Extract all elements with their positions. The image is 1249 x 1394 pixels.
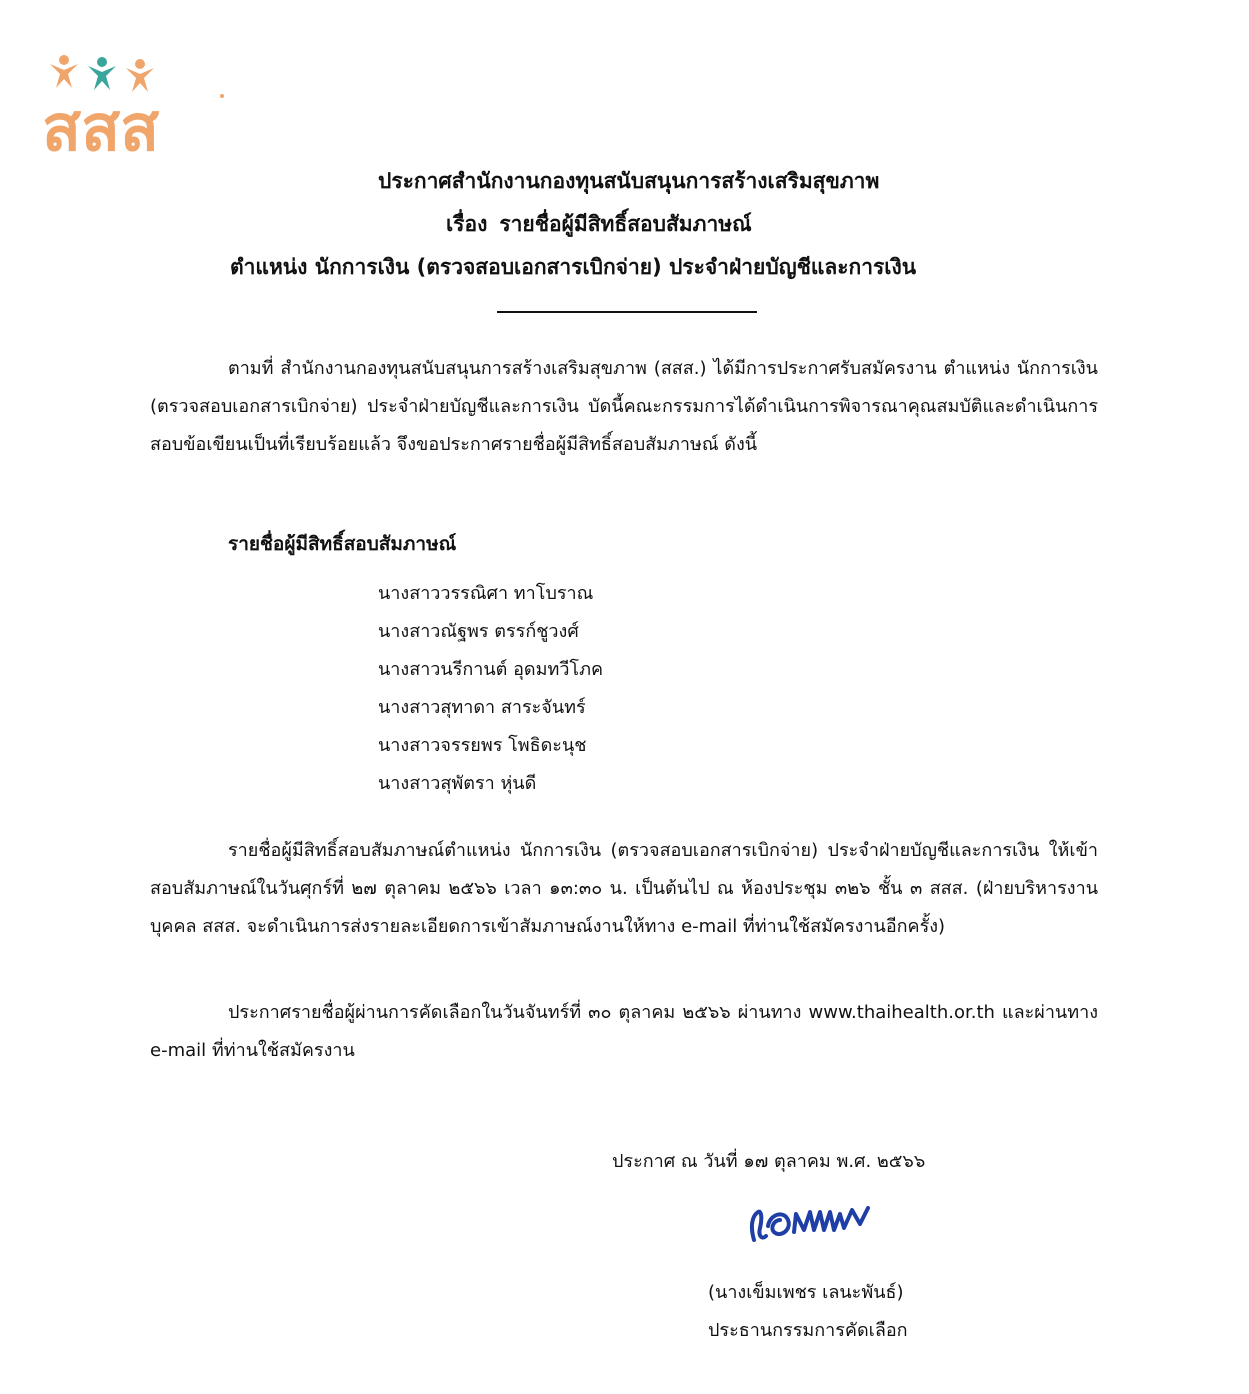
logo-wordmark: สสส [42, 92, 160, 158]
people-figures-icon [40, 48, 230, 158]
signer-title: ประธานกรรมการคัดเลือก [708, 1320, 908, 1341]
announcement-subject [446, 208, 1249, 241]
list-item: นางสาวจรรยพร โพธิดะนุช [378, 735, 587, 756]
results-announcement-paragraph: ประกาศรายชื่อผู้ผ่านการคัดเลือกในวันจันทร์ที่ ๓๐ ตุลาคม ๒๕๖๖ ผ่านทาง www.thaihealth.or.th และผ่านทาง e-mail ที่ท่านใช้สมัครงาน [150, 1002, 1098, 1061]
signer-name: (นางเข็มเพชร เลนะพันธ์) [708, 1282, 904, 1303]
signature-image [748, 1196, 878, 1248]
thaihealth-logo [40, 48, 230, 158]
announcement-title: ประกาศสำนักงานกองทุนสนับสนุนการสร้างเสริมสุขภาพ [378, 169, 880, 193]
list-item: นางสาวสุทาดา สาระจันทร์ [378, 697, 586, 718]
signature-icon [748, 1196, 878, 1248]
subject-label: เรื่อง [446, 212, 488, 236]
list-item: นางสาวณัฐพร ตรรก์ชูวงศ์ [378, 621, 579, 642]
announcement-date: ประกาศ ณ วันที่ ๑๗ ตุลาคม พ.ศ. ๒๕๖๖ [612, 1151, 926, 1172]
figure-1-icon [50, 55, 78, 88]
candidate-list [378, 575, 603, 803]
announcement-position: ตำแหน่ง นักการเงิน (ตรวจสอบเอกสารเบิกจ่าย) ประจำฝ่ายบัญชีและการเงิน [230, 255, 917, 279]
figure-3-icon [126, 59, 154, 92]
header-divider [497, 311, 757, 313]
list-item: นางสาวนรีกานต์ อุดมทวีโภค [378, 659, 604, 680]
interview-details-paragraph: รายชื่อผู้มีสิทธิ์สอบสัมภาษณ์ตำแหน่ง นักการเงิน (ตรวจสอบเอกสารเบิกจ่าย) ประจำฝ่ายบัญชีและการเงิน ให้เข้าสอบสัมภาษณ์ในวันศุกร์ที่ ๒๗ ตุลาคม ๒๕๖๖ เวลา ๑๓:๓๐ น. เป็นต้นไป ณ ห้องประชุม ๓๒๖ ชั้น ๓ สสส. (ฝ่ายบริหารงานบุคคล สสส. จะดำเนินการส่งรายละเอียดการเข้าสัมภาษณ์งานให้ทาง e-mail ที่ท่านใช้สมัครงานอีกครั้ง) [150, 840, 1098, 937]
list-item: นางสาววรรณิศา ทาโบราณ [378, 583, 594, 604]
figure-2-icon [88, 57, 116, 90]
intro-paragraph: ตามที่ สำนักงานกองทุนสนับสนุนการสร้างเสริมสุขภาพ (สสส.) ได้มีการประกาศรับสมัครงาน ตำแหน่ง นักการเงิน (ตรวจสอบเอกสารเบิกจ่าย) ประจำฝ่ายบัญชีและการเงิน บัดนี้คณะกรรมการได้ดำเนินการพิจารณาคุณสมบัติและดำเนินการสอบข้อเขียนเป็นที่เรียบร้อยแล้ว จึงขอประกาศรายชื่อผู้มีสิทธิ์สอบสัมภาษณ์ ดังนี้ [150, 358, 1098, 455]
list-item: นางสาวสุพัตรา หุ่นดี [378, 773, 537, 794]
subject-text: รายชื่อผู้มีสิทธิ์สอบสัมภาษณ์ [499, 212, 752, 236]
candidate-list-title: รายชื่อผู้มีสิทธิ์สอบสัมภาษณ์ [228, 533, 457, 555]
